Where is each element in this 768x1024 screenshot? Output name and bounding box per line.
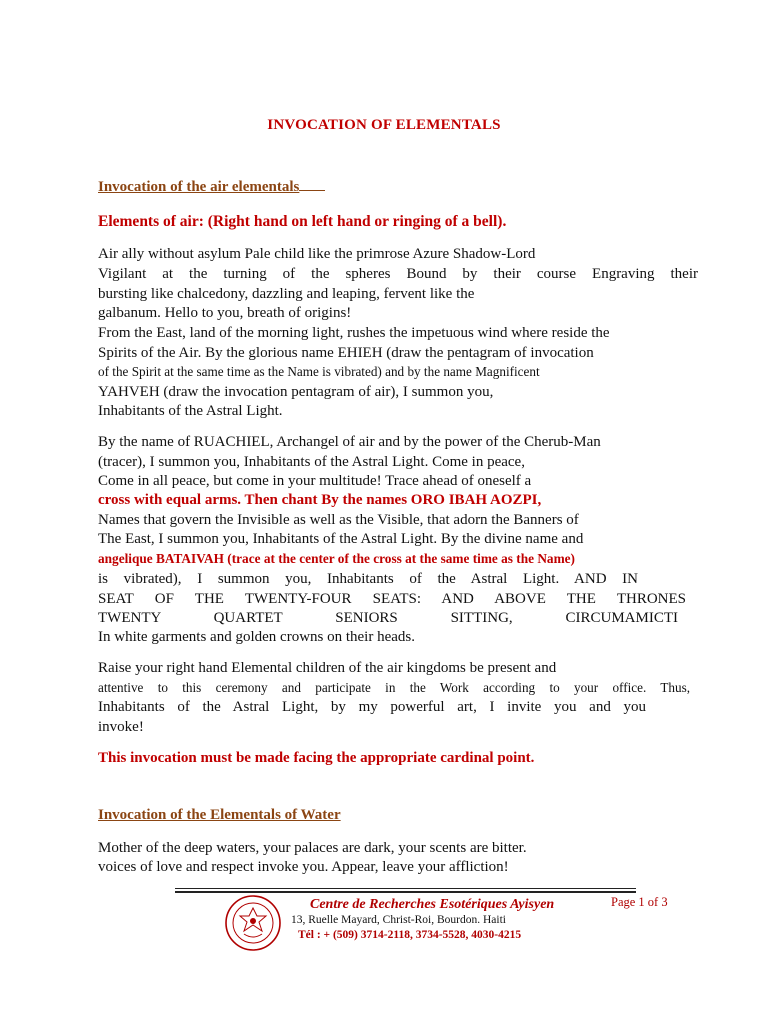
air-p2-line-10: TWENTY QUARTET SENIORS SITTING, CIRCUMAMICTI	[98, 610, 678, 626]
air-p2-line-4: cross with equal arms. Then chant By the names ORO IBAH AOZPI,	[98, 492, 542, 508]
air-p2-line-9: SEAT OF THE TWENTY-FOUR SEATS: AND ABOVE THE THRONES	[98, 591, 686, 607]
organization-name: Centre de Recherches Esotériques Ayisyen	[310, 897, 555, 912]
air-p3-line-2: attentive to this ceremony and participate in the Work according to your office. Thus,	[98, 680, 690, 695]
water-section-heading: Invocation of the Elementals of Water	[98, 807, 341, 823]
air-p2-line-6: The East, I summon you, Inhabitants of the Astral Light. By the divine name and	[98, 531, 584, 547]
air-p3-line-4: invoke!	[98, 719, 144, 735]
air-p1-line-1: Air ally without asylum Pale child like the primrose Azure Shadow-Lord	[98, 246, 536, 262]
air-p2-line-7: angelique BATAIVAH (trace at the center of the cross at the same time as the Name)	[98, 551, 575, 566]
organization-address: 13, Ruelle Mayard, Christ-Roi, Bourdon. Haiti	[291, 914, 506, 926]
organization-phone: Tél : + (509) 3714-2118, 3734-5528, 4030-4215	[298, 929, 522, 941]
air-p1-line-2: Vigilant at the turning of the spheres Bound by their course Engraving their	[98, 266, 698, 282]
air-note: This invocation must be made facing the appropriate cardinal point.	[98, 750, 535, 766]
water-line-1: Mother of the deep waters, your palaces are dark, your scents are bitter.	[98, 840, 527, 856]
footer-divider	[175, 888, 636, 889]
air-subheading: Elements of air: (Right hand on left hand or ringing of a bell).	[98, 213, 507, 230]
air-p2-line-1: By the name of RUACHIEL, Archangel of air and by the power of the Cherub-Man	[98, 434, 601, 450]
air-p3-line-1: Raise your right hand Elemental children of the air kingdoms be present and	[98, 660, 557, 676]
air-p2-line-2: (tracer), I summon you, Inhabitants of the Astral Light. Come in peace,	[98, 454, 525, 470]
air-p2-line-8: is vibrated), I summon you, Inhabitants of the Astral Light. AND IN	[98, 571, 638, 587]
air-p1-line-6: Spirits of the Air. By the glorious name EHIEH (draw the pentagram of invocation	[98, 345, 594, 361]
air-p1-line-8: YAHVEH (draw the invocation pentagram of air), I summon you,	[98, 384, 494, 400]
air-p2-line-11: In white garments and golden crowns on their heads.	[98, 629, 415, 645]
document-title: INVOCATION OF ELEMENTALS	[267, 117, 501, 133]
air-section-heading	[98, 177, 325, 196]
footer-divider-thick	[175, 891, 636, 893]
air-p2-line-5: Names that govern the Invisible as well as the Visible, that adorn the Banners of	[98, 512, 579, 528]
air-p2-line-3: Come in all peace, but come in your multitude! Trace ahead of oneself a	[98, 473, 532, 489]
organization-seal-icon	[224, 894, 282, 952]
air-p1-line-9: Inhabitants of the Astral Light.	[98, 403, 283, 419]
air-heading-text: Invocation of the air elementals	[98, 179, 300, 195]
air-p1-line-3: bursting like chalcedony, dazzling and leaping, fervent like the	[98, 286, 475, 302]
water-line-2: voices of love and respect invoke you. Appear, leave your affliction!	[98, 859, 509, 875]
air-p1-line-7: of the Spirit at the same time as the Name is vibrated) and by the name Magnificent	[98, 364, 540, 379]
air-p3-line-3: Inhabitants of the Astral Light, by my powerful art, I invite you and you	[98, 699, 646, 715]
air-p1-line-5: From the East, land of the morning light, rushes the impetuous wind where reside the	[98, 325, 610, 341]
air-p1-line-4: galbanum. Hello to you, breath of origins!	[98, 305, 352, 321]
page-number: Page 1 of 3	[611, 895, 668, 909]
